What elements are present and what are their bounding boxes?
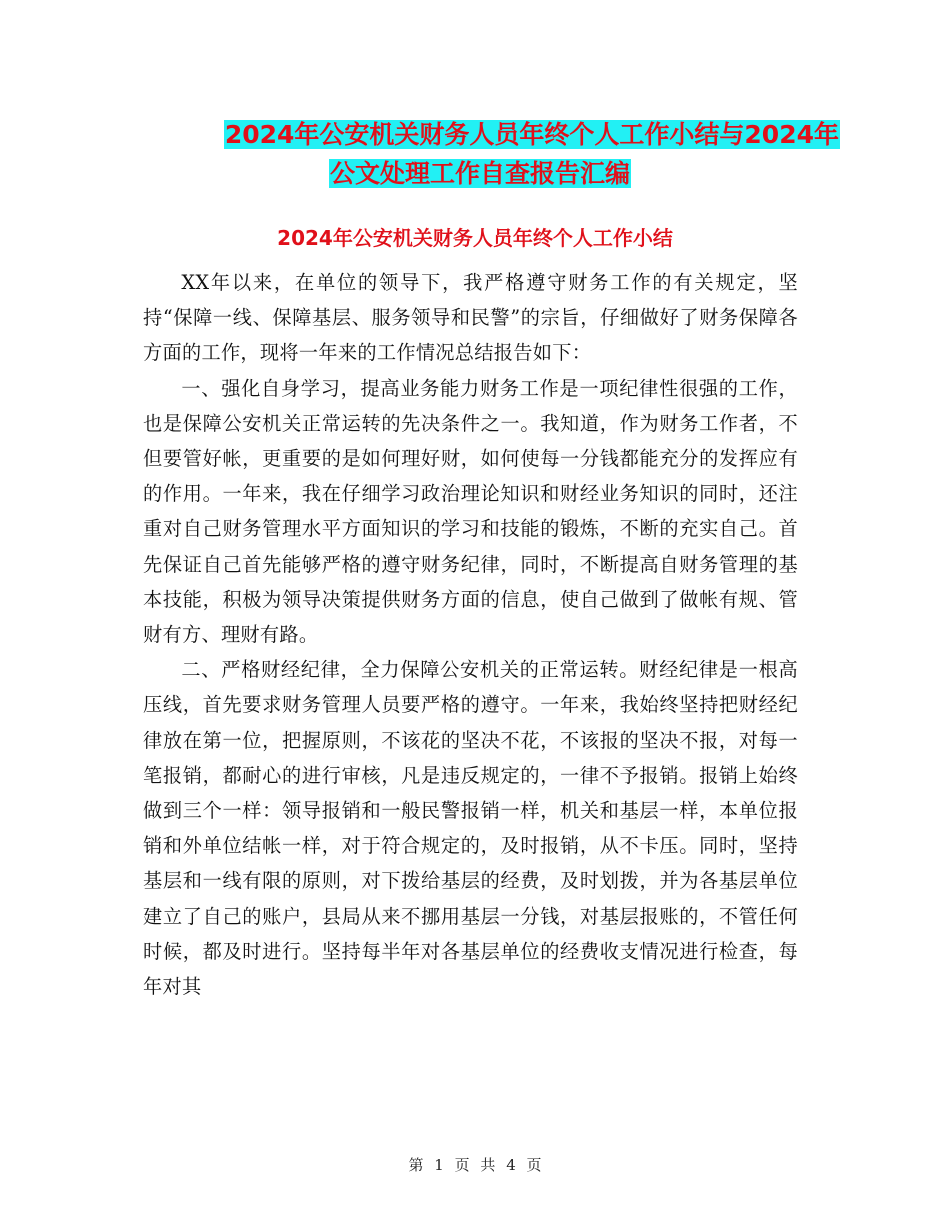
document-title-line-1 [160,113,840,157]
footer-ye: 页 [454,1156,470,1174]
footer-gong: 共 [480,1156,496,1174]
title-highlight: 2024年公安机关财务人员年终个人工作小结与2024年 [224,120,839,149]
document-body [143,265,798,1004]
paragraph: XX年以来，在单位的领导下，我严格遵守财务工作的有关规定，坚持“保障一线、保障基层、服务领导和民警”的宗旨，仔细做好了财务保障各方面的工作，现将一年来的工作情况总结报告如下： [143,271,798,365]
document-title-line-2 [290,152,670,196]
page-footer [0,1154,950,1175]
footer-page-number: 1 [434,1156,444,1174]
footer-total-pages: 4 [506,1156,516,1174]
paragraph: 二、严格财经纪律，全力保障公安机关的正常运转。财经纪律是一根高压线，首先要求财务管理人员要严格的遵守。一年来，我始终坚持把财经纪律放在第一位，把握原则，不该花的坚决不花，不该报的坚决不报，对每一笔报销，都耐心的进行审核，凡是违反规定的，一律不予报销。报销上始终做到三个一样：领导报销和一般民警报销一样，机关和基层一样，本单位报销和外单位结帐一样，对于符合规定的，及时报销，从不卡压。同时，坚持基层和一线有限的原则，对下拨给基层的经费，及时划拨，并为各基层单位建立了自己的账户，县局从来不挪用基层一分钱，对基层报账的，不管任何时候，都及时进行。坚持每半年对各基层单位的经费收支情况进行检查，每年对其 [143,658,798,999]
footer-ye-2: 页 [526,1156,542,1174]
footer-di: 第 [408,1156,424,1174]
paragraph: 一、强化自身学习，提高业务能力财务工作是一项纪律性很强的工作，也是保障公安机关正常运转的先决条件之一。我知道，作为财务工作者，不但要管好帐，更重要的是如何理好财，如何使每一分钱都能充分的发挥应有的作用。一年来，我在仔细学习政治理论知识和财经业务知识的同时，还注重对自己财务管理水平方面知识的学习和技能的锻炼，不断的充实自己。首先保证自己首先能够严格的遵守财务纪律，同时，不断提高自财务管理的基本技能，积极为领导决策提供财务方面的信息，使自己做到了做帐有规、管财有方、理财有路。 [143,376,798,647]
section-title: 2024年公安机关财务人员年终个人工作小结 [277,226,673,250]
title-highlight: 公文处理工作自查报告汇编 [329,159,630,188]
